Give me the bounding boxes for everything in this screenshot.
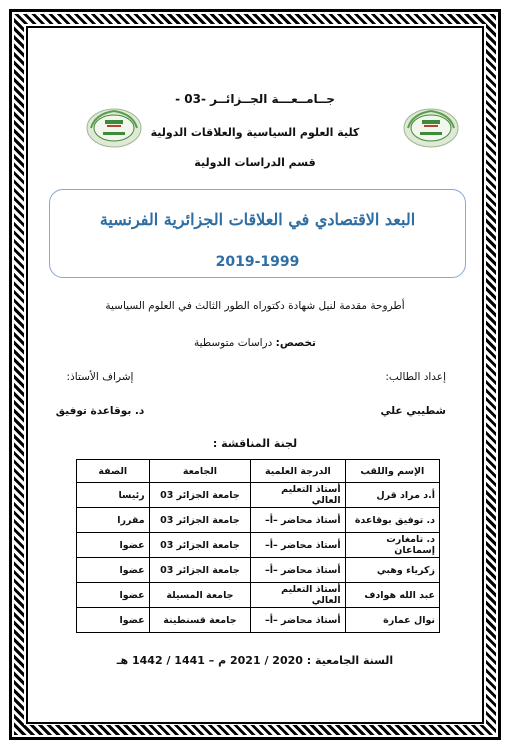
thesis-years: 2019-1999 (215, 254, 300, 270)
jury-member-university: جامعة الجزائر 03 (149, 508, 251, 533)
supervisor-label: إشراف الأستاذ: (66, 371, 134, 383)
table-row (77, 583, 440, 608)
student-name: شطيبي علي (380, 405, 446, 417)
table-row (77, 483, 440, 508)
jury-member-university: جامعة المسيلة (149, 583, 251, 608)
jury-member-name: د. تامغارت إسماعان (345, 533, 439, 558)
table-row (77, 558, 440, 583)
jury-member-role: عضوا (77, 608, 150, 633)
jury-header-name: الإسم واللقب (345, 460, 439, 483)
specialization-value: دراسات متوسطية (193, 337, 276, 349)
academic-year: السنة الجامعية : 2020 / 2021 م – 1441 / 1442 هـ (116, 654, 394, 667)
prepared-by-label: إعداد الطالب: (385, 371, 446, 383)
jury-member-role: عضوا (77, 533, 150, 558)
department-name: قسم الدراسات الدولية (194, 156, 316, 169)
jury-header-degree: الدرجة العلمية (251, 460, 345, 483)
jury-header-row (77, 460, 440, 483)
university-name: جــامــعـــة الجــزائــر -03 - (175, 92, 335, 106)
jury-member-degree: أستاذ محاضر –أ– (251, 533, 345, 558)
jury-header-role: الصفة (77, 460, 150, 483)
specialization (0, 337, 510, 349)
jury-member-name: د. توفيق بوقاعدة (345, 508, 439, 533)
thesis-title: البعد الاقتصادي في العلاقات الجزائرية الفرنسية (99, 210, 416, 229)
supervisor-name: د. بوقاعدة توفيق (55, 405, 145, 417)
jury-header-university: الجامعة (149, 460, 251, 483)
table-row (77, 608, 440, 633)
jury-member-degree: أستاذ التعليم العالي (251, 483, 345, 508)
jury-member-university: جامعة الجزائر 03 (149, 558, 251, 583)
jury-member-name: نوال عمارة (345, 608, 439, 633)
thesis-description: أطروحة مقدمة لنيل شهادة دكتوراه الطور الثالث في العلوم السياسية (105, 300, 405, 312)
jury-member-degree: أستاذ محاضر –أ– (251, 508, 345, 533)
committee-title: لجنة المناقشة : (212, 437, 298, 450)
table-row (77, 533, 440, 558)
jury-member-role: عضوا (77, 583, 150, 608)
jury-member-name: زكرياء وهبي (345, 558, 439, 583)
jury-member-university: جامعة الجزائر 03 (149, 533, 251, 558)
jury-member-role: عضوا (77, 558, 150, 583)
jury-table (76, 459, 440, 633)
jury-member-role: رئيسا (77, 483, 150, 508)
specialization-label: تخصص: (275, 337, 317, 349)
jury-member-degree: أستاذ محاضر –أ– (251, 608, 345, 633)
jury-member-name: عبد الله هوادف (345, 583, 439, 608)
jury-member-name: أ.د مراد قرل (345, 483, 439, 508)
jury-member-role: مقررا (77, 508, 150, 533)
faculty-name: كلية العلوم السياسية والعلاقات الدولية (150, 126, 360, 139)
table-row (77, 508, 440, 533)
jury-member-degree: أستاذ محاضر –أ– (251, 558, 345, 583)
jury-member-university: جامعة الجزائر 03 (149, 483, 251, 508)
jury-member-university: جامعة قسنطينة (149, 608, 251, 633)
jury-member-degree: أستاذ التعليم العالي (251, 583, 345, 608)
